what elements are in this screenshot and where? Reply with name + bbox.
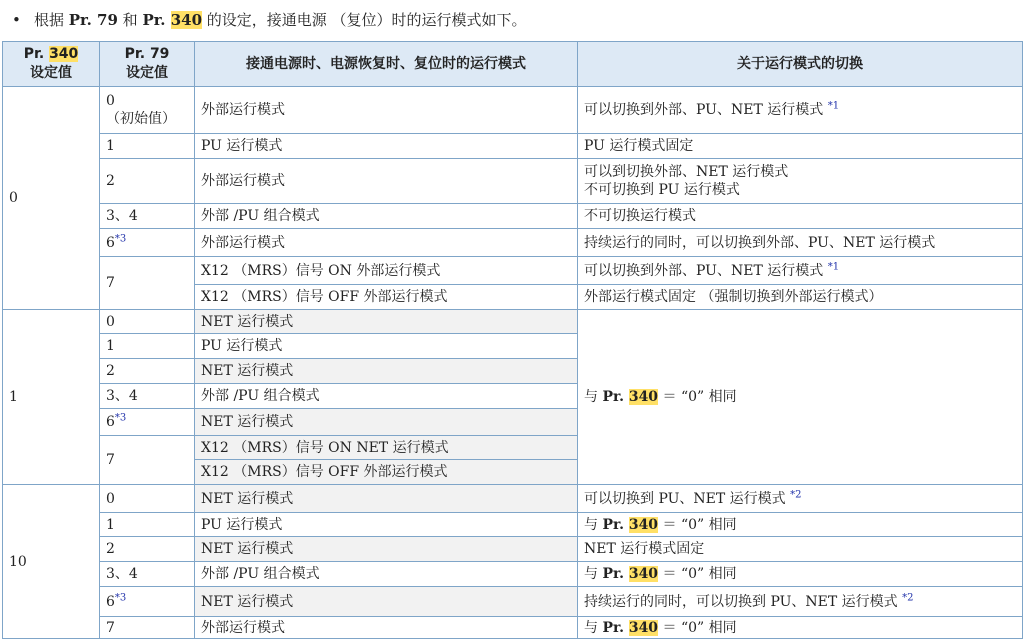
pr340-highlight: 340 xyxy=(170,11,203,29)
header-mode: 接通电源时、电源恢复时、复位时的运行模式 xyxy=(195,42,578,87)
mode-cell: NET 运行模式 xyxy=(195,537,578,562)
header-switch: 关于运行模式的切换 xyxy=(578,42,1023,87)
pr79-value: 0 xyxy=(100,485,195,513)
pr79-value: 2 xyxy=(100,537,195,562)
mode-cell: 外部运行模式 xyxy=(195,87,578,134)
mode-cell: PU 运行模式 xyxy=(195,513,578,537)
pr79-value: 7 xyxy=(100,436,195,485)
pr79-value: 3、4 xyxy=(100,384,195,409)
switch-cell: PU 运行模式固定 xyxy=(578,134,1023,159)
mode-cell: NET 运行模式 xyxy=(195,587,578,617)
switch-cell: 可以到切换外部、NET 运行模式 不可切换到 PU 运行模式 xyxy=(578,159,1023,204)
switch-cell: 与 Pr. 340 ＝ “0” 相同 xyxy=(578,310,1023,485)
table-row xyxy=(3,87,1023,134)
mode-cell: NET 运行模式 xyxy=(195,310,578,334)
table-row xyxy=(3,617,1023,639)
mode-cell: NET 运行模式 xyxy=(195,359,578,384)
intro-text: • 根据 Pr. 79 和 Pr. 340 的设定，接通电源 （复位）时的运行模式如下。 xyxy=(12,8,527,32)
pr79-value: 6$^{*3}$ xyxy=(100,587,195,617)
operation-mode-table xyxy=(2,41,1023,639)
pr340-highlight: 340 xyxy=(49,46,79,62)
pr79-value: 6$^{*3}$ xyxy=(100,229,195,257)
footnote-ref: *3 xyxy=(114,412,127,424)
switch-cell: NET 运行模式固定 xyxy=(578,537,1023,562)
mode-cell: 外部 /PU 组合模式 xyxy=(195,562,578,587)
pr79-value: 6$^{*3}$ xyxy=(100,409,195,436)
pr340-value: 0 xyxy=(3,87,100,310)
switch-cell: 可以切换到外部、PU、NET 运行模式 $^{*1}$ xyxy=(578,87,1023,134)
mode-cell: X12 （MRS）信号 ON NET 运行模式 xyxy=(195,436,578,460)
mode-cell: PU 运行模式 xyxy=(195,134,578,159)
table-row xyxy=(3,134,1023,159)
pr79-value: 0 xyxy=(100,310,195,334)
switch-cell: 与 Pr. 340 ＝ “0” 相同 xyxy=(578,617,1023,639)
pr340-value: 10 xyxy=(3,485,100,639)
switch-cell: 与 Pr. 340 ＝ “0” 相同 xyxy=(578,513,1023,537)
mode-cell: 外部 /PU 组合模式 xyxy=(195,204,578,229)
table-row xyxy=(3,204,1023,229)
header-pr79: Pr. 79 设定值 xyxy=(100,42,195,87)
switch-cell: 可以切换到 PU、NET 运行模式 $^{*2}$ xyxy=(578,485,1023,513)
switch-cell: 持续运行的同时，可以切换到 PU、NET 运行模式 $^{*2}$ xyxy=(578,587,1023,617)
pr79-value: 7 xyxy=(100,257,195,310)
mode-cell: X12 （MRS）信号 OFF 外部运行模式 xyxy=(195,460,578,485)
mode-cell: 外部运行模式 xyxy=(195,617,578,639)
footnote-ref: *3 xyxy=(114,591,127,603)
switch-cell: 与 Pr. 340 ＝ “0” 相同 xyxy=(578,562,1023,587)
pr79-value: 2 xyxy=(100,159,195,204)
mode-cell: X12 （MRS）信号 ON 外部运行模式 xyxy=(195,257,578,285)
mode-cell: 外部 /PU 组合模式 xyxy=(195,384,578,409)
pr340-value: 1 xyxy=(3,310,100,485)
table-row xyxy=(3,562,1023,587)
switch-cell: 外部运行模式固定 （强制切换到外部运行模式） xyxy=(578,285,1023,310)
pr79-value: 7 xyxy=(100,617,195,639)
pr79-value: 3、4 xyxy=(100,562,195,587)
switch-cell: 可以切换到外部、PU、NET 运行模式 $^{*1}$ xyxy=(578,257,1023,285)
footnote-ref: *1 xyxy=(827,260,840,272)
table-row xyxy=(3,537,1023,562)
pr340-highlight: 340 xyxy=(628,516,659,533)
table-row xyxy=(3,485,1023,513)
mode-cell: X12 （MRS）信号 OFF 外部运行模式 xyxy=(195,285,578,310)
bullet-icon: • xyxy=(12,11,21,29)
table-row xyxy=(3,587,1023,617)
footnote-ref: *3 xyxy=(114,232,127,244)
table-row xyxy=(3,310,1023,334)
table-row xyxy=(3,257,1023,285)
switch-cell: 不可切换运行模式 xyxy=(578,204,1023,229)
mode-cell: PU 运行模式 xyxy=(195,334,578,359)
pr79-value: 0 （初始值） xyxy=(100,87,195,134)
mode-cell: 外部运行模式 xyxy=(195,159,578,204)
pr79-value: 1 xyxy=(100,134,195,159)
pr79-value: 2 xyxy=(100,359,195,384)
table-row xyxy=(3,229,1023,257)
footnote-ref: *2 xyxy=(902,591,914,603)
switch-cell: 持续运行的同时，可以切换到外部、PU、NET 运行模式 xyxy=(578,229,1023,257)
footnote-ref: *2 xyxy=(790,488,802,500)
pr79-value: 1 xyxy=(100,334,195,359)
pr79-label: Pr. 79 xyxy=(68,11,118,29)
pr79-value: 1 xyxy=(100,513,195,537)
table-row xyxy=(3,513,1023,537)
mode-cell: 外部运行模式 xyxy=(195,229,578,257)
header-pr340: Pr. 340 设定值 xyxy=(3,42,100,87)
pr340-highlight: 340 xyxy=(628,566,659,582)
pr79-value: 3、4 xyxy=(100,204,195,229)
table-header-row xyxy=(3,42,1023,87)
mode-cell: NET 运行模式 xyxy=(195,485,578,513)
pr340-highlight: 340 xyxy=(628,619,659,636)
table-row xyxy=(3,159,1023,204)
mode-cell: NET 运行模式 xyxy=(195,409,578,436)
footnote-ref: *1 xyxy=(827,100,840,112)
pr340-highlight: 340 xyxy=(628,389,659,405)
